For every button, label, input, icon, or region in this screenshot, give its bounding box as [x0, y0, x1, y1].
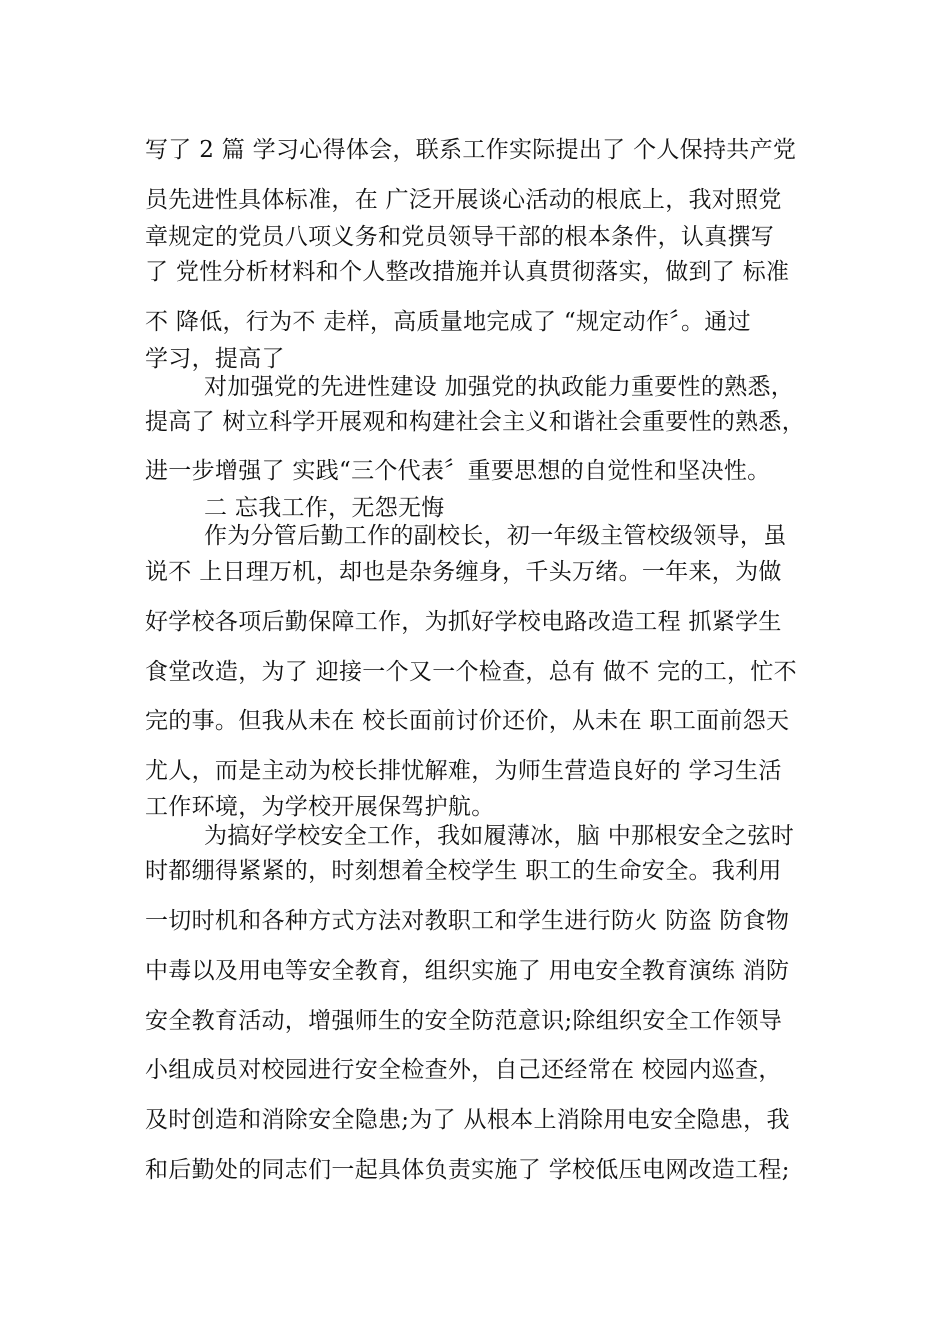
paragraph-first-line: 对加强党的先进性建设 加强党的执政能力重要性的熟悉， — [204, 374, 795, 400]
paragraph-first-line: 为搞好学校安全工作，我如履薄冰，脑 中那根安全之弦时 — [204, 823, 795, 849]
text-line: 一切时机和各种方式方法对教职工和学生进行防火 防盗 防食物 — [145, 908, 790, 934]
text-line: 时都绷得紧紧的，时刻想着全校学生 职工的生命安全。我利用 — [145, 858, 782, 884]
text-line: 学习，提高了 — [145, 346, 285, 372]
text-line: 工作环境，为学校开展保驾护航。 — [145, 794, 495, 820]
text-line: 尤人，而是主动为校长排忧解难，为师生营造良好的 学习生活 — [145, 758, 782, 784]
text-line: 章规定的党员八项义务和党员领导干部的根本条件，认真撰写 — [145, 224, 775, 250]
text-line: 说不 上日理万机，却也是杂务缠身，千头万绪。一年来，为做 — [145, 559, 782, 585]
text-line: 安全教育活动，增强师生的安全防范意识;除组织安全工作领导 — [145, 1008, 783, 1034]
text-line: 及时创造和消除安全隐患;为了 从根本上消除用电安全隐患，我 — [145, 1107, 790, 1133]
section-heading: 二 忘我工作，无怨无悔 — [204, 495, 445, 521]
text-line: 和后勤处的同志们一起具体负责实施了 学校低压电网改造工程; — [145, 1157, 790, 1183]
text-line: 完的事。但我从未在 校长面前讨价还价，从未在 职工面前怨天 — [145, 708, 790, 734]
text-line: 小组成员对校园进行安全检查外，自己还经常在 校园内巡查， — [145, 1057, 782, 1083]
text-line: 了 党性分析材料和个人整改措施并认真贯彻落实，做到了 标准 — [145, 259, 790, 285]
text-line: 进一步增强了 实践“三个代表〞重要思想的自觉性和坚决性。 — [145, 458, 771, 484]
text-line: 不 降低，行为不 走样，高质量地完成了 “规定动作〞。通过 — [145, 309, 751, 335]
text-line: 员先进性具体标准，在 广泛开展谈心活动的根底上，我对照党 — [145, 187, 782, 213]
text-line: 食堂改造，为了 迎接一个又一个检查，总有 做不 完的工，忙不 — [145, 659, 797, 685]
text-line: 好学校各项后勤保障工作，为抓好学校电路改造工程 抓紧学生 — [145, 609, 782, 635]
text-line: 提高了 树立科学开展观和构建社会主义和谐社会重要性的熟悉， — [145, 409, 806, 435]
text-line: 写了 2 篇 学习心得体会，联系工作实际提出了 个人保持共产党 — [145, 137, 797, 163]
paragraph-first-line: 作为分管后勤工作的副校长，初一年级主管校级领导，虽 — [204, 523, 787, 549]
text-line: 中毒以及用电等安全教育，组织实施了 用电安全教育演练 消防 — [145, 958, 790, 984]
